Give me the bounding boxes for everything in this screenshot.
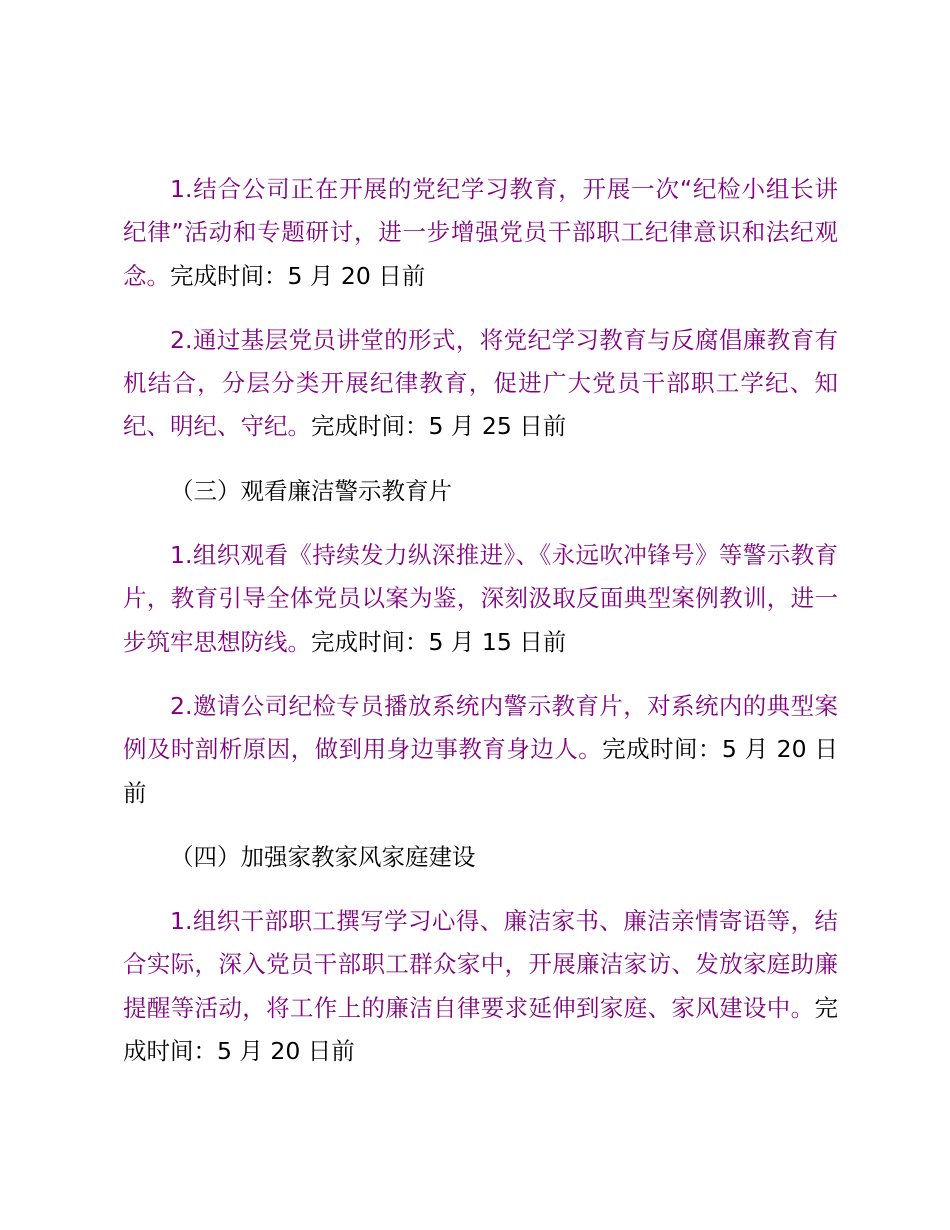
- task-deadline: 完成时间：5 月 25 日前: [311, 412, 567, 441]
- paragraph-task-1: [123, 168, 838, 298]
- task-description: 1.结合公司正在开展的党纪学习教育，开展一次“纪检小组长讲纪律”活动和专题研讨，进一步增强党员干部职工纪律意识和法纪观念。: [123, 175, 838, 290]
- paragraph-task-3-1: [123, 534, 838, 664]
- section-heading-3: （三）观看廉洁警示教育片: [170, 476, 452, 505]
- task-description: 1.组织干部职工撰写学习心得、廉洁家书、廉洁亲情寄语等，结合实际，深入党员干部职工群众家中，开展廉洁家访、发放家庭助廉提醒等活动，将工作上的廉洁自律要求延伸到家庭、家风建设中。: [123, 907, 838, 1022]
- task-description: 2.邀请公司纪检专员播放系统内警示教育片，对系统内的典型案例及时剖析原因，做到用身边事教育身边人。: [123, 691, 838, 764]
- task-description: 2.通过基层党员讲堂的形式，将党纪学习教育与反腐倡廉教育有机结合，分层分类开展纪律教育，促进广大党员干部职工学纪、知纪、明纪、守纪。: [123, 325, 838, 441]
- document-body: [123, 168, 838, 1094]
- section-heading-4: （四）加强家教家风家庭建设: [170, 842, 476, 871]
- paragraph-task-3-2: [123, 685, 838, 815]
- task-deadline: 完成时间：5 月 15 日前: [311, 627, 567, 656]
- task-deadline: 完成时间：5 月 20 日前: [170, 261, 426, 290]
- task-deadline: 完成时间：5 月 20 日前: [123, 993, 838, 1066]
- paragraph-task-2: [123, 319, 838, 449]
- task-deadline: 完成时间：5 月 20 日前: [123, 735, 839, 807]
- task-description: 1.组织观看《持续发力纵深推进》、《永远吹冲锋号》等警示教育片，教育引导全体党员以案为鉴，深刻汲取反面典型案例教训，进一步筑牢思想防线。: [123, 541, 838, 656]
- paragraph-task-4-1: [123, 900, 838, 1073]
